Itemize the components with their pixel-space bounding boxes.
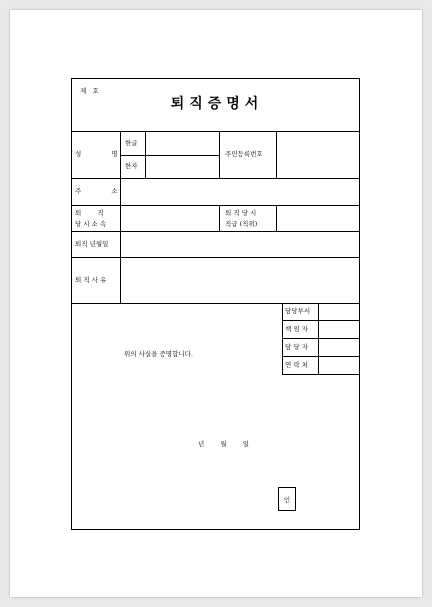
retirement-certificate-form: [71, 78, 360, 530]
column-divider: [219, 205, 220, 231]
row-divider: [72, 257, 359, 258]
row-divider: [282, 320, 360, 321]
column-divider: [145, 131, 146, 178]
column-divider: [276, 131, 277, 178]
row-divider: [282, 374, 360, 375]
document-title: 퇴직증명서: [170, 96, 264, 112]
certificate-number-label: 제 호: [80, 87, 101, 95]
contact-table: [282, 303, 361, 375]
certify-text: 위의 사실을 증명합니다.: [124, 350, 193, 358]
row-divider: [72, 205, 359, 206]
name-label: 성 명: [75, 150, 118, 158]
row-divider: [72, 131, 359, 132]
position-label: 퇴 직 당 시: [225, 209, 257, 217]
row-divider: [282, 356, 360, 357]
seal-label: 인: [283, 495, 291, 504]
department-label: 퇴 직: [75, 209, 104, 217]
date-label: 년 월 일: [198, 440, 249, 448]
side-label-manager: 책 임 자: [285, 325, 308, 333]
document-page: [10, 10, 422, 597]
row-divider: [72, 178, 359, 179]
department-label: 당시소속: [75, 220, 109, 228]
retirement-reason-label: 퇴 직 사 유: [75, 276, 107, 284]
side-label-staff: 담 당 자: [285, 343, 308, 351]
column-divider: [219, 131, 220, 178]
retirement-date-label: 퇴직 년월일: [75, 240, 109, 248]
row-divider: [72, 231, 359, 232]
row-divider: [120, 155, 219, 156]
rrn-label: 주민등록번호: [225, 150, 263, 158]
address-label: 주 소: [75, 187, 118, 195]
position-label: 직급 (직위): [225, 220, 258, 228]
side-label-contact: 연 락 처: [285, 361, 308, 369]
seal-box: [278, 487, 296, 511]
side-label-department: 담당부서: [285, 307, 311, 315]
column-divider: [120, 131, 121, 303]
column-divider: [276, 205, 277, 231]
hangul-label: 한글: [125, 139, 138, 147]
row-divider: [282, 338, 360, 339]
hanja-label: 한자: [125, 162, 138, 170]
